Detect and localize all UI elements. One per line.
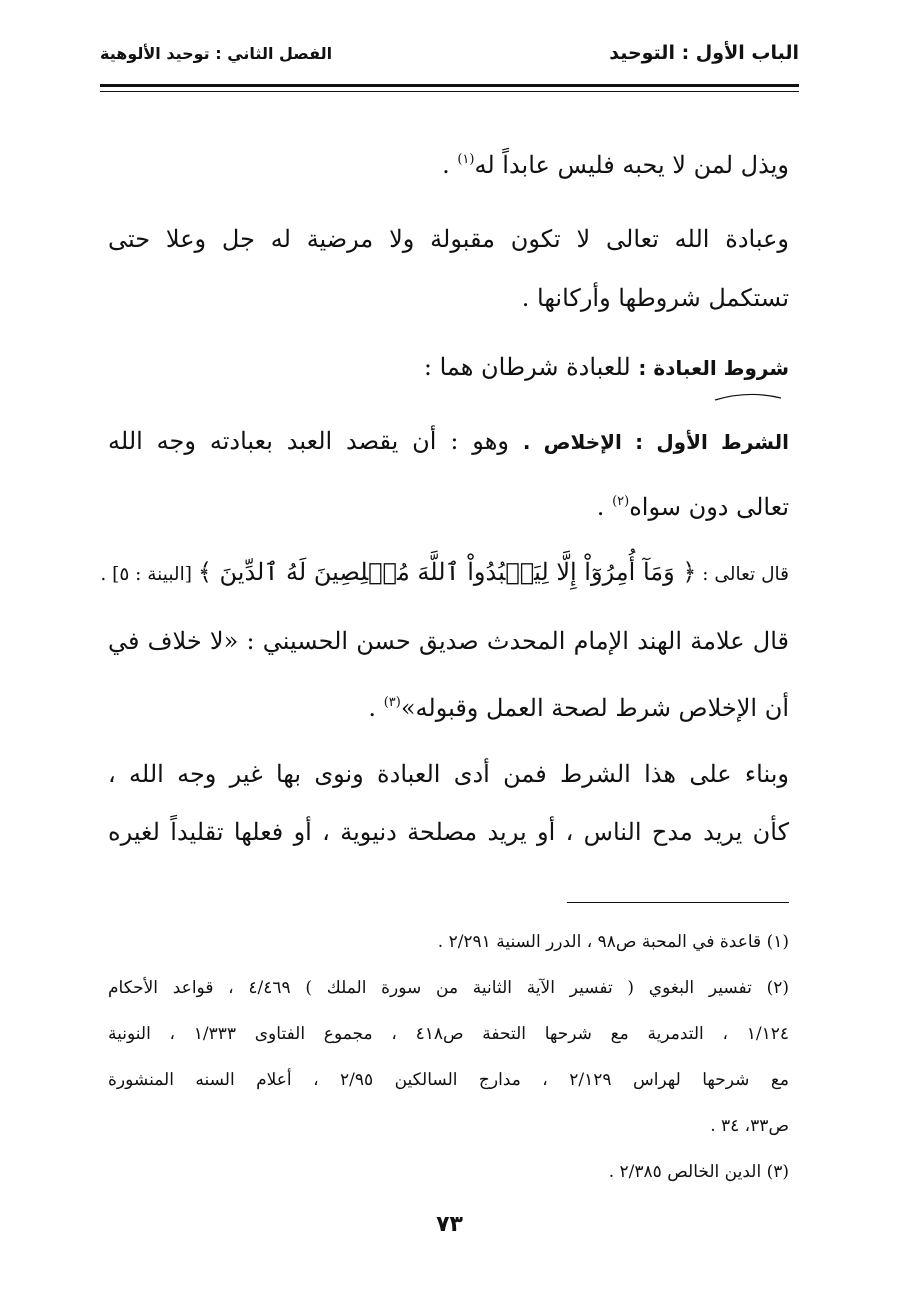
body-line-9: أن الإخلاص شرط لصحة العمل وقبوله»$^{(٣)}$ . [368, 694, 789, 722]
body-line-10: وبناء على هذا الشرط فمن أدى العبادة ونوى بها غير وجه الله ، [108, 760, 789, 788]
condition-heading: الشرط الأول : الإخلاص . [522, 430, 789, 454]
footnote-2-line-1: (٢) تفسير البغوي ( تفسير الآية الثانية من سورة الملك ) ٤/٤٦٩ ، قواعد الأحكام [108, 978, 789, 998]
body-line-2: وعبادة الله تعالى لا تكون مقبولة ولا مرضية له جل وعلا حتى [108, 225, 789, 253]
footnote-2-line-2: ١/١٢٤ ، التدمرية مع شرحها التحفة ص٤١٨ ، مجموع الفتاوى ١/٣٣٣ ، النونية [108, 1024, 789, 1044]
header-rule-thick [100, 84, 799, 87]
header-rule-thin [100, 91, 799, 92]
chapter-title: الفصل الثاني : توحيد الألوهية [100, 44, 333, 63]
body-line-1: ويذل لمن لا يحبه فليس عابداً له$^{(١)}$ . [442, 151, 789, 179]
section-heading: شروط العبادة : [638, 356, 789, 380]
quran-verse: ﴿ وَمَآ أُمِرُوٓاْ إِلَّا لِيَعۡبُدُواْ ٱللَّهَ مُخۡلِصِينَ لَهُ ٱلدِّينَ ﴾ [197, 558, 697, 586]
verse-reference: [البينة : ٥] . [100, 564, 198, 585]
body-line-8: قال علامة الهند الإمام المحدث صديق حسن الحسيني : «لا خلاف في [108, 627, 789, 655]
body-line-7: قال تعالى : ﴿ وَمَآ أُمِرُوٓاْ إِلَّا لِيَعۡبُدُواْ ٱللَّهَ مُخۡلِصِينَ لَهُ ٱلدِّينَ ﴾ [البينة : ٥] . [100, 558, 789, 586]
body-line-4: شروط العبادة : للعبادة شرطان هما : [423, 353, 789, 381]
footnote-ref-3: (٣) [383, 695, 401, 710]
body-line-5: الشرط الأول : الإخلاص . وهو : أن يقصد العبد بعبادته وجه الله [108, 427, 789, 455]
footnote-separator [567, 902, 789, 903]
body-line-6: تعالى دون سواه$^{(٢)}$ . [596, 493, 789, 521]
body-line-3: تستكمل شروطها وأركانها . [521, 284, 789, 312]
footnote-ref-2: (٢) [612, 494, 630, 509]
footnote-3: (٣) الدين الخالص ٢/٣٨٥ . [608, 1162, 789, 1182]
page-number: ٧٣ [436, 1212, 463, 1237]
footnote-ref-1: (١) [457, 152, 475, 167]
part-title: الباب الأول : التوحيد [609, 42, 799, 64]
body-line-11: كأن يريد مدح الناس ، أو يريد مصلحة دنيوية ، أو فعلها تقليداً لغيره [108, 818, 789, 846]
footnote-2-line-4: ص٣٣، ٣٤ . [710, 1116, 789, 1136]
heading-swash-ornament [713, 392, 783, 402]
running-header [100, 40, 799, 70]
footnote-1: (١) قاعدة في المحبة ص٩٨ ، الدرر السنية ٢/٢٩١ . [437, 932, 789, 952]
footnote-2-line-3: مع شرحها لهراس ٢/١٢٩ ، مدارج السالكين ٢/٩٥ ، أعلام السنه المنشورة [108, 1070, 789, 1090]
